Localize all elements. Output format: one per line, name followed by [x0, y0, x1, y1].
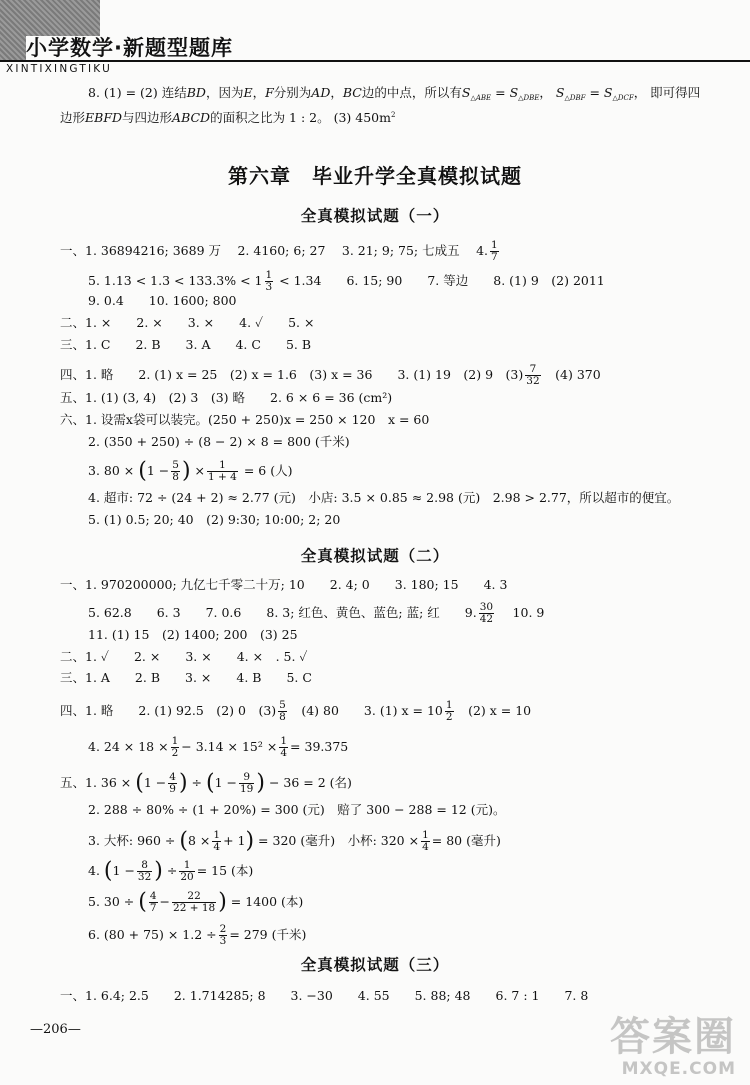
- fraction: $\frac{4}{9}$: [169, 771, 176, 795]
- s2-row: 三、1. A 2. B 3. × 4. B 5. C: [60, 670, 312, 685]
- series-title: 小学数学·新题型题库: [26, 36, 233, 60]
- chapter-title: 第六章 毕业升学全真模拟试题: [228, 164, 522, 188]
- fraction: $\frac{22}{22 + 18}$: [173, 890, 216, 914]
- s2-row: 6. (80 + 75) × 1.2 ÷ $\frac{2}{3}$ = 279 (千米): [88, 923, 307, 947]
- s1-row: 五、1. (1) (3, 4) (2) 3 (3) 略 2. 6 × 6 = 36 (cm²): [60, 390, 393, 405]
- s1-row: 四、1. 略 2. (1) x = 25 (2) x = 1.6 (3) x = 36 3. (1) 19 (2) 9 (3) $\frac{7}{32}$ (4) 370: [60, 363, 601, 387]
- s1-row: 六、1. 设需x袋可以装完。(250 + 250)x = 250 × 120 x = 60: [60, 412, 430, 427]
- fraction: $\frac{1}{1 + 4}$: [208, 459, 237, 483]
- section-2-title: 全真模拟试题（二）: [300, 547, 450, 565]
- s1-row: 2. (350 + 250) ÷ (8 − 2) × 8 = 800 (千米): [88, 434, 350, 449]
- s2-row: 一、1. 970200000; 九亿七千零二十万; 10 2. 4; 0 3. 180; 15 4. 3: [60, 577, 508, 592]
- page-header: [0, 0, 750, 78]
- s1-row: 二、1. × 2. × 3. × 4. ✓ 5. ×: [60, 315, 315, 330]
- fraction: $\frac{1}{7}$: [491, 239, 498, 263]
- fraction: $\frac{1}{3}$: [265, 269, 273, 293]
- watermark-url: MXQE.COM: [621, 1059, 736, 1079]
- fraction: $\frac{7}{32}$: [526, 363, 540, 387]
- s1-row: 4. 超市: 72 ÷ (24 + 2) ≈ 2.77 (元) 小店: 3.5 × 0.85 ≈ 2.98 (元) 2.98 > 2.77，所以超市的便宜。: [88, 490, 680, 505]
- s2-row: 5. 30 ÷ ( $\frac{4}{7}$ − $\frac{22}{22 + 18}$ ) = 1400 (本): [88, 889, 304, 915]
- fraction: $\frac{1}{4}$: [422, 829, 429, 853]
- s1-row: 一、1. 36894216; 3689 万 2. 4160; 6; 27 3. 21; 9; 75; 七成五 4. $\frac{1}{7}$: [60, 239, 498, 263]
- fraction: $\frac{8}{32}$: [137, 859, 152, 883]
- s2-row: 4. 24 × 18 × $\frac{1}{2}$ − 3.14 × 15² × $\frac{1}{4}$ = 39.375: [88, 735, 349, 759]
- s2-row: 五、1. 36 × (1 − $\frac{4}{9}$ ) ÷ (1 − $\frac{9}{19}$ ) − 36 = 2 (名): [60, 770, 352, 796]
- fraction: $\frac{1}{20}$: [180, 859, 194, 883]
- fraction: $\frac{5}{8}$: [172, 459, 179, 483]
- s3-row: 一、1. 6.4; 2.5 2. 1.714285; 8 3. −30 4. 55 5. 88; 48 6. 7 : 1 7. 8: [60, 988, 589, 1003]
- s2-row: 3. 大杯: 960 ÷ (8 × $\frac{1}{4}$ + 1) = 320 (毫升) 小杯: 320 × $\frac{1}{4}$ = 80 (毫升): [88, 828, 501, 854]
- section-1-title: 全真模拟试题（一）: [300, 207, 450, 225]
- watermark: [610, 1015, 736, 1079]
- fraction: $\frac{4}{7}$: [149, 890, 157, 914]
- fraction: $\frac{1}{2}$: [171, 735, 179, 759]
- fraction: $\frac{1}{4}$: [213, 829, 221, 853]
- prev-answer-line-2: 边形EBFD与四边形ABCD的面积之比为 1 : 2。 (3) $450m^2$: [60, 110, 396, 125]
- section-3-title: 全真模拟试题（三）: [300, 956, 450, 974]
- watermark-logo: 答案圈: [610, 1014, 736, 1060]
- s2-row: 2. 288 ÷ 80% ÷ (1 + 20%) = 300 (元) 赔了 300 − 288 = 12 (元)。: [88, 802, 506, 817]
- s2-row: 二、1. ✓ 2. × 3. × 4. × . 5. ✓: [60, 649, 308, 664]
- s1-row: 三、1. C 2. B 3. A 4. C 5. B: [60, 337, 312, 352]
- fraction: $\frac{30}{42}$: [479, 601, 494, 625]
- fraction: $\frac{9}{19}$: [239, 771, 254, 795]
- fraction: $\frac{2}{3}$: [219, 923, 227, 947]
- s2-row: 四、1. 略 2. (1) 92.5 (2) 0 (3) $\frac{5}{8}$ (4) 80 3. (1) x = 10 $\frac{1}{2}$ (2) x = 10: [60, 699, 532, 723]
- s1-row: 9. 0.4 10. 1600; 800: [88, 293, 237, 308]
- fraction: $\frac{5}{8}$: [279, 699, 286, 723]
- fraction: $\frac{1}{4}$: [280, 735, 288, 759]
- s2-row: 4. (1 − $\frac{8}{32}$ ) ÷ $\frac{1}{20}$ = 15 (本): [88, 858, 254, 884]
- fraction: $\frac{1}{2}$: [445, 699, 453, 723]
- s1-row: 5. (1) 0.5; 20; 40 (2) 9:30; 10:00; 2; 20: [88, 512, 341, 527]
- s1-row: 5. 1.13 < 1.3 < 133.3% < 1 $\frac{1}{3}$ < 1.34 6. 15; 90 7. 等边 8. (1) 9 (2) 2011: [88, 269, 605, 293]
- prev-answer-line-1: 8. (1) = (2) 连结BD，因为E，F分别为AD，BC边的中点，所以有$S_{\triangle ABE} = S_{\triangle DBE}$， $S_{\triangle DBF} = S_{\triangle DCF}$， 即可得四: [88, 85, 701, 102]
- header-rule: [0, 60, 750, 62]
- s1-row: 3. 80 × (1 − $\frac{5}{8}$ ) × $\frac{1}{1 + 4}$ = 6 (人): [88, 458, 293, 484]
- page-number: —206—: [30, 1022, 81, 1037]
- s2-row: 5. 62.8 6. 3 7. 0.6 8. 3; 红色、黄色、蓝色; 蓝; 红 9. $\frac{30}{42}$ 10. 9: [88, 601, 545, 625]
- s2-row: 11. (1) 15 (2) 1400; 200 (3) 25: [88, 627, 298, 642]
- series-pinyin: XINTIXINGTIKU: [6, 63, 112, 75]
